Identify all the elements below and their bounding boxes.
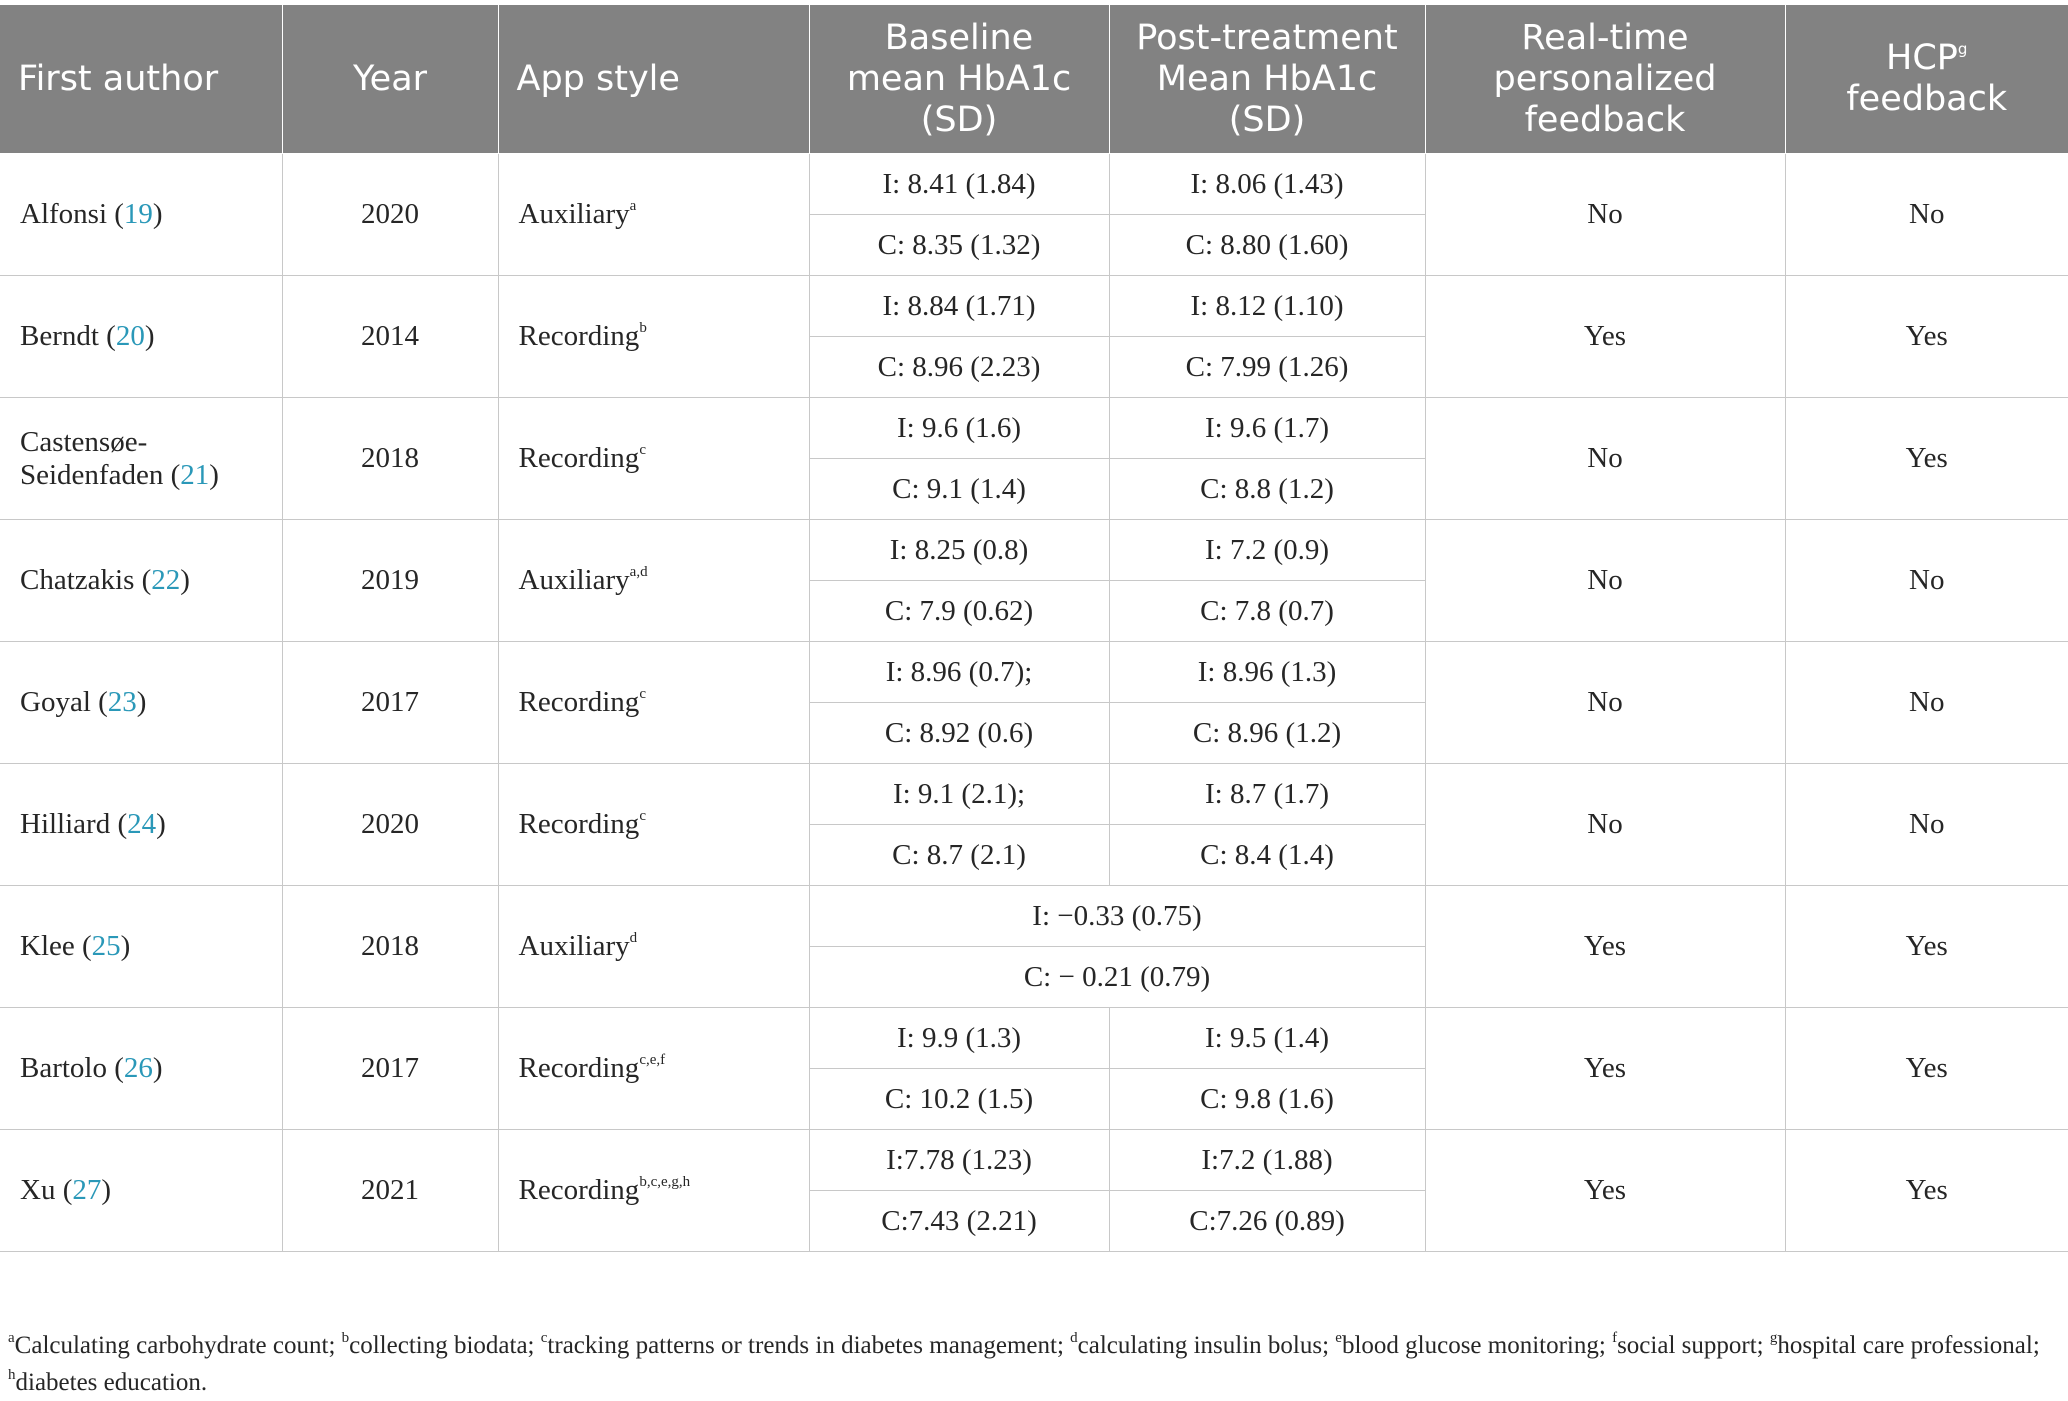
baseline-control: C: 8.96 (2.23) xyxy=(809,337,1109,398)
author-cell xyxy=(0,398,282,520)
author-name: Bartolo ( xyxy=(20,1052,124,1084)
hcp-feedback-cell: No xyxy=(1785,764,2068,886)
hcp-feedback-cell: Yes xyxy=(1785,886,2068,1008)
post-control: C: 7.8 (0.7) xyxy=(1109,581,1425,642)
post-intervention: I: 8.12 (1.10) xyxy=(1109,276,1425,337)
hba1c-change-intervention: I: −0.33 (0.75) xyxy=(809,886,1425,947)
table-row xyxy=(0,1008,2068,1069)
footnote-text: tracking patterns or trends in diabetes management; xyxy=(547,1332,1071,1359)
year-cell: 2018 xyxy=(282,398,498,520)
author-name: Hilliard ( xyxy=(20,808,128,840)
hba1c-change-control: C: − 0.21 (0.79) xyxy=(809,947,1425,1008)
footnote-text: diabetes education. xyxy=(15,1369,208,1396)
header-year: Year xyxy=(282,5,498,154)
post-control: C:7.26 (0.89) xyxy=(1109,1191,1425,1252)
app-style-footnote: c xyxy=(639,686,646,703)
app-style-footnote: d xyxy=(629,930,638,947)
hcp-feedback-cell: Yes xyxy=(1785,1008,2068,1130)
baseline-intervention: I: 8.96 (0.7); xyxy=(809,642,1109,703)
header-realtime-feedback: Real-time personalized feedback xyxy=(1425,5,1785,154)
author-name-line2: Seidenfaden ( xyxy=(20,458,181,491)
footnote-marker: f xyxy=(1612,1329,1618,1346)
app-style-cell xyxy=(498,1130,809,1252)
app-style-footnote: c xyxy=(639,442,646,459)
baseline-intervention: I: 9.9 (1.3) xyxy=(809,1008,1109,1069)
footnote-text: calculating insulin bolus; xyxy=(1077,1332,1336,1359)
baseline-control: C: 7.9 (0.62) xyxy=(809,581,1109,642)
app-style-cell xyxy=(498,398,809,520)
author-name: Klee ( xyxy=(20,930,92,962)
reference-link[interactable]: 25 xyxy=(91,930,121,962)
post-control: C: 8.96 (1.2) xyxy=(1109,703,1425,764)
author-name: Castensøe- xyxy=(20,425,148,458)
app-style-footnote: a xyxy=(629,198,637,215)
table-row xyxy=(0,520,2068,581)
author-name: Alfonsi ( xyxy=(20,198,124,230)
footnote-text: Calculating carbohydrate count; xyxy=(14,1332,342,1359)
header-row xyxy=(0,5,2068,154)
realtime-feedback-cell: Yes xyxy=(1425,1130,1785,1252)
reference-link[interactable]: 21 xyxy=(180,458,210,491)
realtime-feedback-cell: Yes xyxy=(1425,886,1785,1008)
post-control: C: 8.4 (1.4) xyxy=(1109,825,1425,886)
app-style-cell xyxy=(498,764,809,886)
footnotes xyxy=(8,1327,2060,1401)
app-style-cell xyxy=(498,276,809,398)
footnote-marker: h xyxy=(8,1366,16,1383)
app-style-cell xyxy=(498,154,809,276)
footnote-marker: g xyxy=(1769,1329,1778,1346)
year-cell: 2021 xyxy=(282,1130,498,1252)
table-row xyxy=(0,276,2068,337)
year-cell: 2014 xyxy=(282,276,498,398)
author-cell xyxy=(0,154,282,276)
table-body xyxy=(0,154,2068,1252)
table-row xyxy=(0,642,2068,703)
year-cell: 2017 xyxy=(282,1008,498,1130)
author-cell xyxy=(0,642,282,764)
table-row xyxy=(0,1130,2068,1191)
reference-link[interactable]: 27 xyxy=(72,1174,102,1206)
baseline-intervention: I:7.78 (1.23) xyxy=(809,1130,1109,1191)
app-style-text: Recording xyxy=(518,1052,640,1084)
author-paren: ) xyxy=(156,808,166,840)
header-hcp-feedback: HCP$^g$ feedback xyxy=(1785,5,2068,154)
post-intervention: I: 8.96 (1.3) xyxy=(1109,642,1425,703)
author-paren: ) xyxy=(101,1174,112,1206)
post-control: C: 9.8 (1.6) xyxy=(1109,1069,1425,1130)
post-intervention: I: 8.06 (1.43) xyxy=(1109,154,1425,215)
footnote-text: collecting biodata; xyxy=(349,1332,541,1359)
author-cell xyxy=(0,764,282,886)
author-paren: ) xyxy=(136,686,147,718)
reference-link[interactable]: 23 xyxy=(107,686,137,718)
app-style-text: Auxiliary xyxy=(518,198,630,230)
table-row xyxy=(0,886,2068,947)
author-paren: ) xyxy=(152,198,163,230)
author-cell xyxy=(0,1008,282,1130)
hcp-feedback-cell: No xyxy=(1785,520,2068,642)
baseline-control: C:7.43 (2.21) xyxy=(809,1191,1109,1252)
app-style-text: Recording xyxy=(518,442,640,474)
app-style-footnote: b xyxy=(639,320,647,337)
footnote-marker: c xyxy=(540,1329,548,1346)
hcp-feedback-cell: Yes xyxy=(1785,398,2068,520)
reference-link[interactable]: 26 xyxy=(123,1052,153,1084)
realtime-feedback-cell: No xyxy=(1425,520,1785,642)
reference-link[interactable]: 22 xyxy=(151,564,181,596)
realtime-feedback-cell: No xyxy=(1425,154,1785,276)
footnote-marker: a xyxy=(8,1329,15,1346)
app-style-cell xyxy=(498,520,809,642)
baseline-control: C: 9.1 (1.4) xyxy=(809,459,1109,520)
footnote-text: blood glucose monitoring; xyxy=(1341,1332,1613,1359)
post-control: C: 7.99 (1.26) xyxy=(1109,337,1425,398)
author-name: Xu ( xyxy=(20,1174,73,1206)
baseline-control: C: 8.92 (0.6) xyxy=(809,703,1109,764)
post-intervention: I: 9.5 (1.4) xyxy=(1109,1008,1425,1069)
hcp-feedback-cell: No xyxy=(1785,642,2068,764)
table-row xyxy=(0,398,2068,459)
footnote-marker: d xyxy=(1070,1329,1078,1346)
footnote-marker: b xyxy=(341,1329,350,1346)
author-cell xyxy=(0,520,282,642)
year-cell: 2020 xyxy=(282,154,498,276)
year-cell: 2019 xyxy=(282,520,498,642)
post-control: C: 8.8 (1.2) xyxy=(1109,459,1425,520)
baseline-intervention: I: 9.1 (2.1); xyxy=(809,764,1109,825)
baseline-intervention: I: 8.84 (1.71) xyxy=(809,276,1109,337)
header-baseline: Baseline mean HbA1c (SD) xyxy=(809,5,1109,154)
app-style-text: Recording xyxy=(518,1174,640,1206)
app-style-text: Recording xyxy=(518,320,640,352)
header-app-style: App style xyxy=(498,5,809,154)
app-style-footnote: b,c,e,g,h xyxy=(639,1174,691,1191)
post-intervention: I: 7.2 (0.9) xyxy=(1109,520,1425,581)
table-row xyxy=(0,764,2068,825)
app-style-text: Recording xyxy=(518,686,640,718)
footnote-text: hospital care professional; xyxy=(1777,1332,2040,1359)
app-style-cell xyxy=(498,886,809,1008)
reference-link[interactable]: 20 xyxy=(115,320,145,352)
author-paren: ) xyxy=(209,458,219,491)
realtime-feedback-cell: Yes xyxy=(1425,1008,1785,1130)
author-paren: ) xyxy=(144,320,155,352)
studies-table xyxy=(0,4,2068,1252)
header-post-treatment: Post-treatment Mean HbA1c (SD) xyxy=(1109,5,1425,154)
post-intervention: I: 8.7 (1.7) xyxy=(1109,764,1425,825)
post-intervention: I: 9.6 (1.7) xyxy=(1109,398,1425,459)
hcp-feedback-cell: No xyxy=(1785,154,2068,276)
author-paren: ) xyxy=(180,564,190,596)
app-style-footnote: c xyxy=(639,808,646,825)
author-cell xyxy=(0,886,282,1008)
author-paren: ) xyxy=(120,930,131,962)
app-style-text: Auxiliary xyxy=(518,564,630,596)
app-style-text: Recording xyxy=(518,808,640,840)
year-cell: 2020 xyxy=(282,764,498,886)
table-row xyxy=(0,154,2068,215)
year-cell: 2018 xyxy=(282,886,498,1008)
footnote-marker: e xyxy=(1335,1329,1342,1346)
app-style-footnote: a,d xyxy=(629,564,648,581)
author-name: Goyal ( xyxy=(20,686,108,718)
footnote-text: social support; xyxy=(1617,1332,1770,1359)
app-style-footnote: c,e,f xyxy=(639,1052,666,1069)
reference-link[interactable]: 24 xyxy=(127,808,157,840)
author-cell xyxy=(0,276,282,398)
header-first-author: First author xyxy=(0,5,282,154)
realtime-feedback-cell: No xyxy=(1425,764,1785,886)
baseline-control: C: 10.2 (1.5) xyxy=(809,1069,1109,1130)
baseline-intervention: I: 8.41 (1.84) xyxy=(809,154,1109,215)
reference-link[interactable]: 19 xyxy=(123,198,153,230)
author-cell xyxy=(0,1130,282,1252)
baseline-intervention: I: 9.6 (1.6) xyxy=(809,398,1109,459)
realtime-feedback-cell: No xyxy=(1425,398,1785,520)
author-name: Berndt ( xyxy=(20,320,116,352)
realtime-feedback-cell: Yes xyxy=(1425,276,1785,398)
baseline-control: C: 8.7 (2.1) xyxy=(809,825,1109,886)
hcp-feedback-cell: Yes xyxy=(1785,1130,2068,1252)
author-paren: ) xyxy=(152,1052,163,1084)
post-intervention: I:7.2 (1.88) xyxy=(1109,1130,1425,1191)
baseline-intervention: I: 8.25 (0.8) xyxy=(809,520,1109,581)
baseline-control: C: 8.35 (1.32) xyxy=(809,215,1109,276)
app-style-cell xyxy=(498,1008,809,1130)
app-style-cell xyxy=(498,642,809,764)
app-style-text: Auxiliary xyxy=(518,930,630,962)
year-cell: 2017 xyxy=(282,642,498,764)
author-name: Chatzakis ( xyxy=(20,564,152,596)
hcp-feedback-cell: Yes xyxy=(1785,276,2068,398)
realtime-feedback-cell: No xyxy=(1425,642,1785,764)
post-control: C: 8.80 (1.60) xyxy=(1109,215,1425,276)
